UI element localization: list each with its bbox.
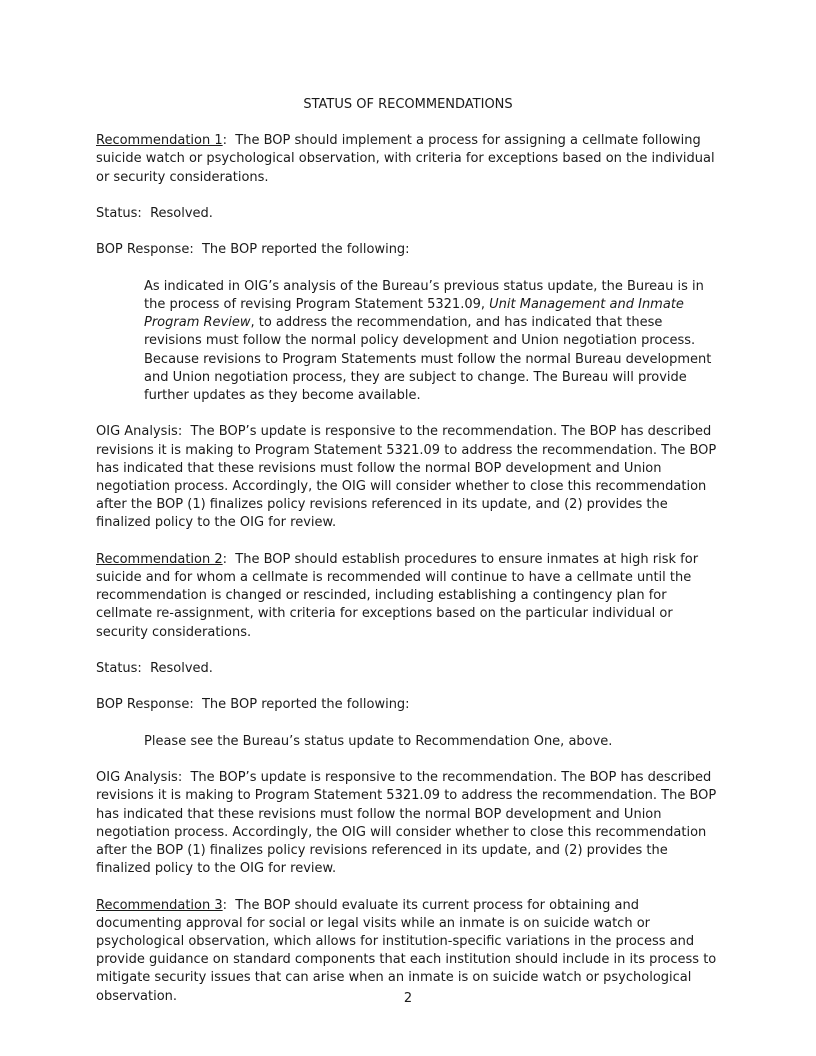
rec3-text: The BOP should evaluate its current process for obtaining and documenting approval for social or legal visits while an inmate is on suicide watch or psychological observation, which allows for institution-specific variations in the process and provide guidance on standard components that each institution should include in its process to mitigate security issues that can arise when an inmate is on suicide watch or psychological observation. [96, 897, 717, 1004]
document-page [96, 96, 720, 1024]
rec1-status-value: Resolved. [150, 206, 213, 221]
rec1-status [96, 205, 720, 223]
rec1-quote [144, 278, 720, 405]
recommendation-2: Recommendation 2: The BOP should establish procedures to ensure inmates at high risk for suicide and for whom a cellmate is recommended will continue to have a cellmate until the recommendation is changed or rescinded, including establishing a contingency plan for cellmate re-assignment, with criteria for exceptions based on the particular individual or security considerations. [96, 551, 699, 640]
page-title: STATUS OF RECOMMENDATIONS [303, 97, 513, 112]
rec3-label: Recommendation 3 [96, 897, 223, 913]
recommendation-1: Recommendation 1: The BOP should implement a process for assigning a cellmate following suicide watch or psychological observation, with criteria for exceptions based on the individual or security considerations. [96, 133, 715, 185]
rec1-quote-italic: Unit Management and Inmate Program Review [144, 296, 684, 331]
rec2-status-label: Status: [96, 661, 142, 676]
rec1-label: Recommendation 1 [96, 133, 223, 149]
rec2-oig-analysis [96, 769, 720, 878]
rec1-response-label: BOP Response: [96, 242, 194, 258]
rec2-label: Recommendation 2 [96, 551, 223, 567]
rec2-bop-response [96, 696, 720, 714]
rec1-bop-response [96, 241, 720, 259]
rec2-status-value: Resolved. [150, 661, 213, 676]
rec2-analysis-label: OIG Analysis: [96, 770, 183, 786]
rec1-oig-analysis [96, 423, 720, 532]
rec1-analysis-label: OIG Analysis: [96, 424, 183, 440]
rec2-analysis-text: The BOP’s update is responsive to the recommendation. The BOP has described revisions it is making to Program Statement 5321.09 to address the recommendation. The BOP has indicated that these revisions must follow the normal BOP development and Union negotiation process. Accordingly, the OIG will consider whether to close this recommendation after the BOP (1) finalizes policy revisions referenced in its update, and (2) provides the finalized policy to the OIG for review. [96, 770, 717, 877]
rec2-response-text: The BOP reported the following: [201, 697, 410, 713]
rec1-status-label: Status: [96, 206, 142, 221]
rec1-quote-part-b: , to address the recommendation, and has indicated that these revisions must follow the normal policy development and Union negotiation process. Because revisions to Program Statements must follow the normal Bureau development and Union negotiation process, they are subject to change. The Bureau will provide further updates as they become available. [144, 315, 712, 403]
rec2-quote: Please see the Bureau’s status update to Recommendation One, above. [144, 733, 613, 749]
rec1-analysis-text: The BOP’s update is responsive to the recommendation. The BOP has described revisions it is making to Program Statement 5321.09 to address the recommendation. The BOP has indicated that these revisions must follow the normal BOP development and Union negotiation process. Accordingly, the OIG will consider whether to close this recommendation after the BOP (1) finalizes policy revisions referenced in its update, and (2) provides the finalized policy to the OIG for review. [96, 424, 717, 531]
rec2-text: The BOP should establish procedures to ensure inmates at high risk for suicide and for whom a cellmate is recommended will continue to have a cellmate until the recommendation is changed or rescinded, including establishing a contingency plan for cellmate re-assignment, with criteria for exceptions based on the particular individual or security considerations. [96, 551, 699, 640]
page-number: 2 [403, 991, 413, 1006]
rec2-status [96, 660, 720, 678]
rec1-response-text: The BOP reported the following: [201, 242, 410, 258]
rec2-response-label: BOP Response: [96, 697, 194, 713]
rec1-quote-part-a: As indicated in OIG’s analysis of the Bureau’s previous status update, the Bureau is in the process of revising Program Statement 5321.09, [144, 278, 704, 312]
recommendation-3: Recommendation 3: The BOP should evaluate its current process for obtaining and documenting approval for social or legal visits while an inmate is on suicide watch or psychological observation, which allows for institution-specific variations in the process and provide guidance on standard components that each institution should include in its process to mitigate security issues that can arise when an inmate is on suicide watch or psychological observation. [96, 897, 717, 1004]
rec1-text: The BOP should implement a process for assigning a cellmate following suicide watch or psychological observation, with criteria for exceptions based on the individual or security considerations. [96, 133, 715, 185]
